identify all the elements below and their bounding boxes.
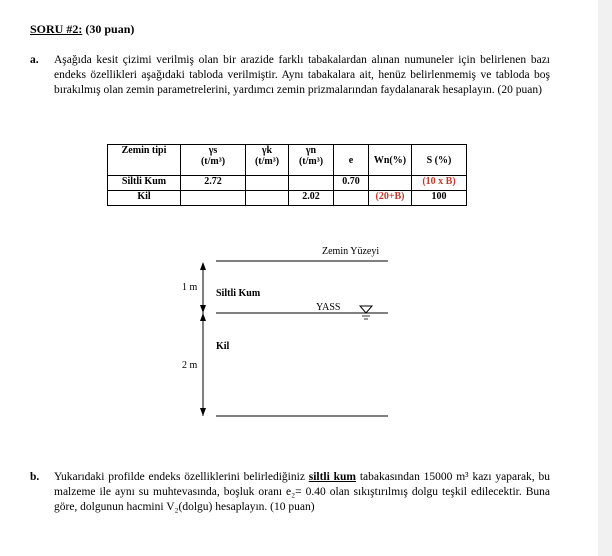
water-table-icon xyxy=(360,306,372,313)
cell-e: 0.70 xyxy=(334,176,369,191)
arrow-up-icon xyxy=(200,313,206,321)
cell-gn: 2.02 xyxy=(289,191,334,206)
header-zemin-tipi: Zemin tipi xyxy=(108,145,181,176)
cell-gs xyxy=(181,191,246,206)
table-header-row xyxy=(108,145,467,176)
soil-profile-drawing xyxy=(170,240,430,430)
part-b-text-after: tabakasından 15000 m³ kazı yaparak, bu malzeme ile aynı su muhtevasında, boşluk oranı e₂= 0.40 olan sıkıştırılmış dolgu teşkil edilecektir. Buna göre, dolgunun hacmini V₂(dolgu) hesaplayın. (10 puan) xyxy=(54,471,550,513)
part-b-emphasis: siltli kum xyxy=(308,471,357,483)
header-gamma-k-unit: (t/m³) xyxy=(254,156,280,167)
cell-wn: (20+B) xyxy=(369,191,412,206)
soil-properties-table xyxy=(107,144,467,206)
question-title xyxy=(30,22,134,37)
scrollbar[interactable] xyxy=(598,0,612,556)
arrow-down-icon xyxy=(200,408,206,416)
header-gamma-k xyxy=(246,145,289,176)
part-b-label: b. xyxy=(30,471,40,483)
header-gamma-s xyxy=(181,145,246,176)
question-number: SORU #2: xyxy=(30,22,83,36)
cell-gs: 2.72 xyxy=(181,176,246,191)
header-gamma-n-symbol: γn xyxy=(305,145,317,156)
cell-name: Siltli Kum xyxy=(108,176,181,191)
table-row xyxy=(108,191,467,206)
header-s: S (%) xyxy=(412,145,467,176)
table-row xyxy=(108,176,467,191)
cell-wn xyxy=(369,176,412,191)
layer1-label: Siltli Kum xyxy=(216,288,261,299)
part-a-text: Aşağıda kesit çizimi verilmiş olan bir arazide farklı tabakalardan alınan numuneler için belirlenen bazı endeks özellikleri aşağıdaki tabloda verilmiştir. Aynı tabakalara ait, henüz belirlenmemiş ve tabloda boş bırakılmış olan zemin parametrelerini, yardımcı zemin prizmalarından faydalanarak hesaplayın. (20 puan) xyxy=(54,54,550,96)
header-gamma-n xyxy=(289,145,334,176)
cell-gk xyxy=(246,191,289,206)
cell-s: 100 xyxy=(412,191,467,206)
cell-gn xyxy=(289,176,334,191)
part-b-text xyxy=(54,470,550,515)
depth2-label: 2 m xyxy=(182,360,198,371)
header-gamma-s-unit: (t/m³) xyxy=(200,156,226,167)
question-points: (30 puan) xyxy=(85,22,135,36)
header-gamma-s-symbol: γs xyxy=(208,145,218,156)
arrow-up-icon xyxy=(200,262,206,270)
soil-profile-diagram xyxy=(170,240,430,430)
depth1-label: 1 m xyxy=(182,282,198,293)
surface-label: Zemin Yüzeyi xyxy=(322,246,380,257)
cell-name: Kil xyxy=(108,191,181,206)
layer2-label: Kil xyxy=(216,341,230,352)
cell-gk xyxy=(246,176,289,191)
header-gamma-n-unit: (t/m³) xyxy=(298,156,324,167)
part-b-text-before: Yukarıdaki profilde endeks özelliklerini belirlediğiniz xyxy=(54,471,305,483)
header-gamma-k-symbol: γk xyxy=(261,145,273,156)
header-wn: Wn(%) xyxy=(369,145,412,176)
part-a-label: a. xyxy=(30,54,39,66)
cell-s: (10 x B) xyxy=(412,176,467,191)
arrow-down-icon xyxy=(200,305,206,313)
gwt-label: YASS xyxy=(316,302,341,313)
cell-e xyxy=(334,191,369,206)
header-e: e xyxy=(334,145,369,176)
